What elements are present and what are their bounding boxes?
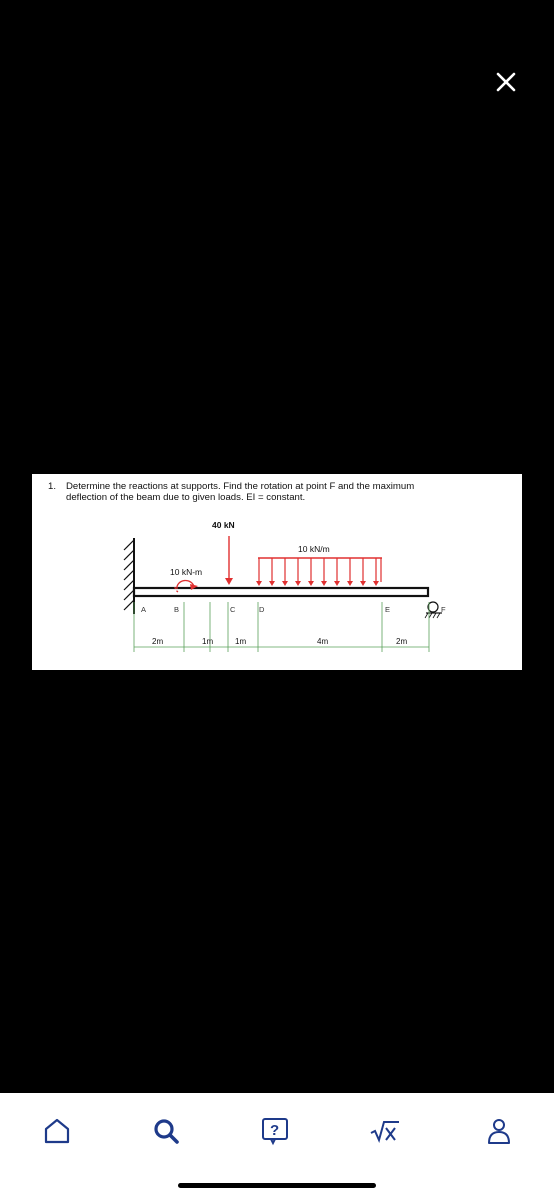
distributed-load — [256, 558, 382, 586]
span-label-ab: 2m — [152, 637, 164, 646]
nav-search-button[interactable] — [144, 1111, 188, 1151]
point-label-b: B — [174, 605, 180, 614]
span-label-ef: 2m — [396, 637, 408, 646]
point-label-e: E — [385, 605, 391, 614]
question-line-2: deflection of the beam due to given loads. EI = constant. — [66, 492, 306, 503]
distributed-load-label: 10 kN/m — [298, 544, 330, 554]
square-root-icon — [368, 1116, 402, 1146]
point-label-a: A — [141, 605, 147, 614]
profile-icon — [484, 1116, 514, 1146]
nav-math-solver-button[interactable] — [363, 1111, 407, 1151]
fixed-support — [124, 538, 134, 614]
close-button[interactable] — [488, 64, 524, 100]
nav-ask-question-button[interactable] — [253, 1111, 297, 1151]
home-icon — [42, 1116, 72, 1146]
point-label-d: D — [259, 605, 265, 614]
bottom-nav-bar — [0, 1093, 554, 1200]
question-line-1: Determine the reactions at supports. Find the rotation at point F and the maximum — [66, 481, 415, 492]
span-label-bc: 1m — [202, 637, 214, 646]
point-load-label: 40 kN — [212, 520, 235, 530]
beam-diagram — [32, 474, 522, 670]
question-number: 1. — [48, 481, 57, 492]
close-icon — [495, 71, 517, 93]
search-icon — [151, 1116, 181, 1146]
home-indicator[interactable] — [178, 1183, 376, 1188]
nav-profile-button[interactable] — [477, 1111, 521, 1151]
question-card — [32, 474, 522, 670]
point-label-c: C — [230, 605, 236, 614]
point-load-arrow — [225, 536, 233, 585]
span-label-cd: 1m — [235, 637, 247, 646]
roller-support — [425, 602, 442, 618]
point-label-f: F — [441, 605, 446, 614]
span-label-de: 4m — [317, 637, 329, 646]
nav-home-button[interactable] — [35, 1111, 79, 1151]
svg-text:?: ? — [270, 1122, 280, 1139]
question-box-icon — [259, 1115, 291, 1147]
beam — [134, 588, 428, 596]
moment-label: 10 kN-m — [170, 567, 203, 577]
